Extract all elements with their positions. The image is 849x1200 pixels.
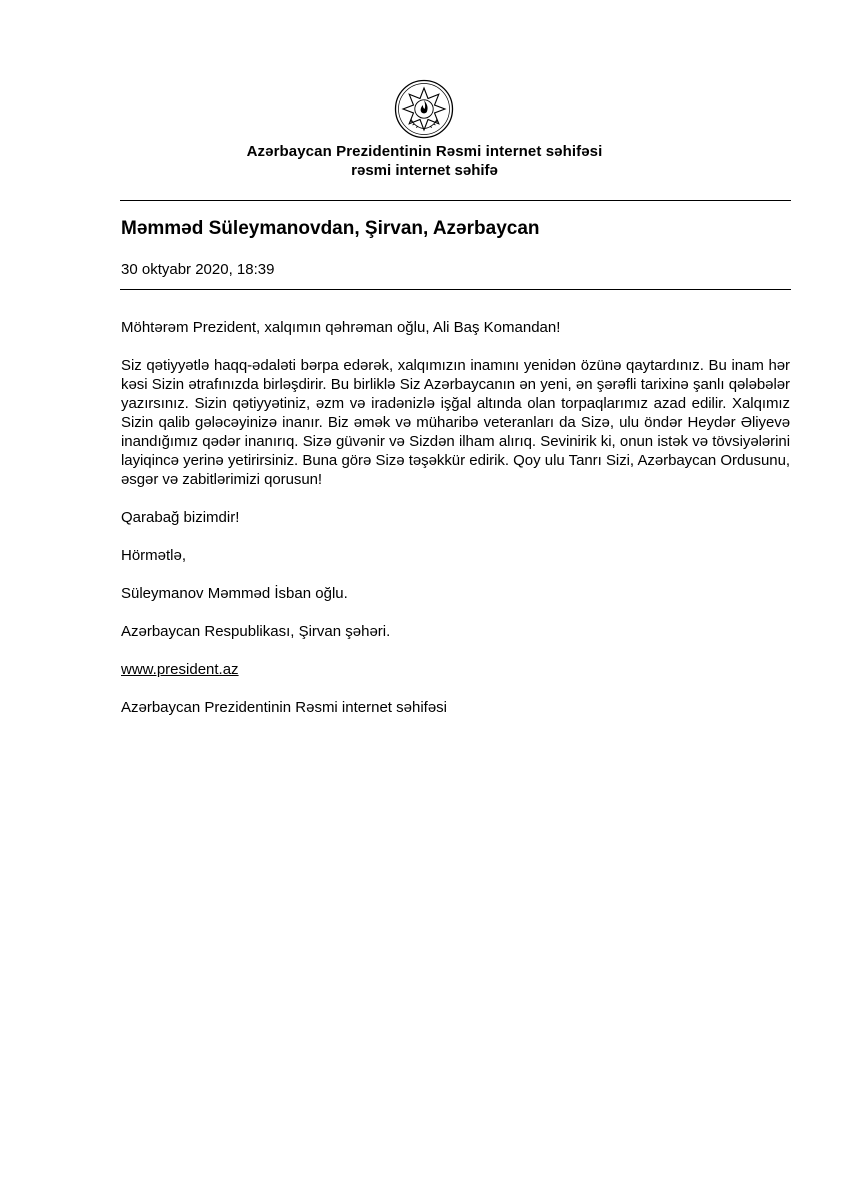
site-title: Azərbaycan Prezidentinin Rəsmi internet səhifəsi (246, 143, 603, 160)
site-subtitle: rəsmi internet səhifə (351, 162, 498, 179)
letter-location: Azərbaycan Respublikası, Şirvan şəhəri. (121, 623, 391, 640)
letter-paragraph: Siz qətiyyətlə haqq-ədaləti bərpa edərək, xalqımızın inamını yenidən özünə qaytardınız. Bu inam hər kəsi Sizin ətrafınızda birləşdirir. Bu birliklə Siz Azərbaycanın ən yeni, ən şərəfli tarixinə şanlı qələbələr yazırsınız. Sizin qətiyyətiniz, əzm və iradənizlə işğal altında olan torpaqlarımız azad edilir. Xalqımız Sizin qalib gələcəyinizə inanır. Biz əmək və müharibə veteranları da Sizə, ulu öndər Heydər Əliyevə inandığımız qədər inanırıq. Sizə güvənir və Sizdən ilham alırıq. Sevinirik ki, onun istək və tövsiyələrini layiqincə yerinə yetirirsiniz. Buna görə Sizə təşəkkür edirik. Qoy ulu Tanrı Sizi, Azərbaycan Ordusunu, əsgər və zabitlərimizi qorusun! (121, 357, 790, 488)
article-date: 30 oktyabr 2020, 18:39 (121, 261, 275, 278)
letter-signature: Süleymanov Məmməd İsban oğlu. (121, 585, 348, 602)
president-site-link[interactable]: www.president.az (121, 661, 239, 678)
letter-closing: Hörmətlə, (121, 547, 187, 564)
title-divider (120, 289, 791, 290)
article-title: Məmməd Süleymanovdan, Şirvan, Azərbaycan (121, 218, 540, 239)
source-line: Azərbaycan Prezidentinin Rəsmi internet səhifəsi (121, 699, 447, 716)
letter-greeting: Möhtərəm Prezident, xalqımın qəhrəman oğlu, Ali Baş Komandan! (121, 319, 561, 336)
letter-body (121, 318, 790, 736)
letter-slogan: Qarabağ bizimdir! (121, 509, 240, 526)
top-divider (120, 200, 791, 201)
state-emblem-icon (394, 79, 454, 139)
